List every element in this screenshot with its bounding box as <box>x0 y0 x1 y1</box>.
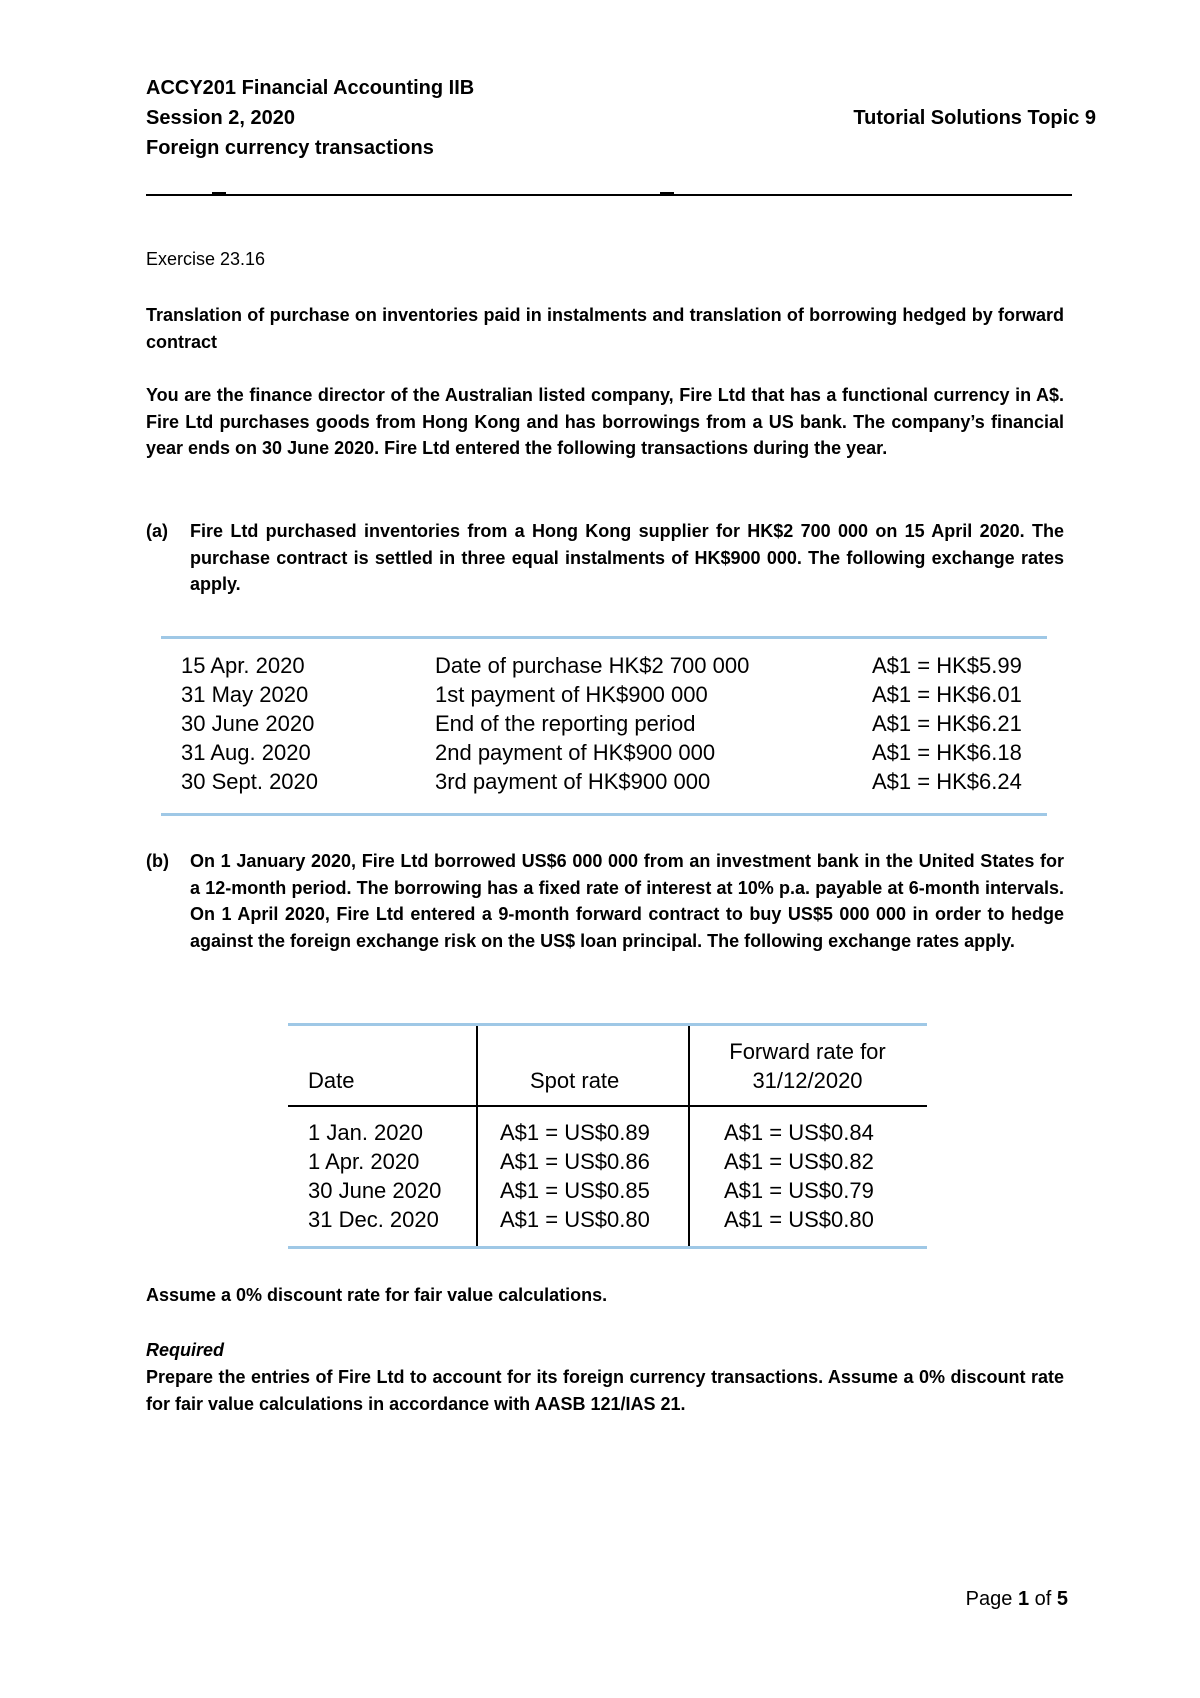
exercise-title: Translation of purchase on inventories paid in instalments and translation of borrowing hedged by forward contract <box>146 305 1064 352</box>
row-date: 15 Apr. 2020 <box>181 653 305 678</box>
column-divider <box>476 1026 478 1246</box>
course-title: ACCY201 Financial Accounting IIB <box>146 77 475 99</box>
table-row <box>161 680 1047 709</box>
header-rule <box>146 194 1072 196</box>
row-event: 1st payment of HK$900 000 <box>435 682 708 707</box>
row-spot: A$1 = US$0.86 <box>500 1149 650 1174</box>
page-of: of <box>1034 1588 1052 1610</box>
row-spot: A$1 = US$0.89 <box>500 1120 650 1145</box>
row-date: 30 June 2020 <box>308 1178 442 1203</box>
row-spot: A$1 = US$0.85 <box>500 1178 650 1203</box>
row-event: End of the reporting period <box>435 711 696 736</box>
tutorial-label: Tutorial Solutions Topic 9 <box>853 107 1096 129</box>
row-event: Date of purchase HK$2 700 000 <box>435 653 750 678</box>
row-rate: A$1 = HK$6.24 <box>872 769 1022 794</box>
row-date: 30 June 2020 <box>181 711 315 736</box>
assumption-text: Assume a 0% discount rate for fair value calculations. <box>146 1285 608 1305</box>
required-text: Prepare the entries of Fire Ltd to account for its foreign currency transactions. Assume a 0% discount rate for fair value calculations in accordance with AASB 121/IAS 21. <box>146 1367 1064 1414</box>
table-row <box>161 738 1047 767</box>
header-spot-rate: Spot rate <box>530 1068 620 1093</box>
row-rate: A$1 = HK$6.01 <box>872 682 1022 707</box>
row-event: 3rd payment of HK$900 000 <box>435 769 711 794</box>
part-b-text: On 1 January 2020, Fire Ltd borrowed US$6 000 000 from an investment bank in the United States for a 12-month period. The borrowing has a fixed rate of interest at 10% p.a. payable at 6-month intervals. On 1 April 2020, Fire Ltd entered a 9-month forward contract to buy US$5 000 000 in order to hedge against the foreign exchange risk on the US$ loan principal. The following exchange rates apply. <box>190 851 1064 951</box>
exercise-intro: You are the finance director of the Australian listed company, Fire Ltd that has a functional currency in A$. Fire Ltd purchases goods from Hong Kong and has borrowings from a US bank. The company’s financial year ends on 30 June 2020. Fire Ltd entered the following transactions during the year. <box>146 385 1064 458</box>
purchase-rates-table <box>161 636 1047 816</box>
row-date: 31 Aug. 2020 <box>181 740 311 765</box>
row-spot: A$1 = US$0.80 <box>500 1207 650 1232</box>
part-a-text: Fire Ltd purchased inventories from a Hong Kong supplier for HK$2 700 000 on 15 April 2020. The purchase contract is settled in three equal instalments of HK$900 000. The following exchange rates apply. <box>190 521 1064 594</box>
page-number <box>966 1585 1068 1613</box>
table-row <box>161 767 1047 796</box>
row-forward: A$1 = US$0.79 <box>724 1178 874 1203</box>
header-forward-rate: Forward rate for <box>729 1039 886 1064</box>
topic-title: Foreign currency transactions <box>146 137 434 159</box>
part-b-label: (b) <box>146 851 169 871</box>
table-row <box>161 709 1047 738</box>
table-row <box>161 651 1047 680</box>
page-total: 5 <box>1056 1588 1068 1610</box>
header-divider <box>288 1105 927 1107</box>
header-forward-date: 31/12/2020 <box>752 1068 863 1093</box>
row-forward: A$1 = US$0.84 <box>724 1120 874 1145</box>
row-rate: A$1 = HK$6.18 <box>872 740 1022 765</box>
page-prefix: Page <box>965 1588 1013 1610</box>
row-rate: A$1 = HK$6.21 <box>872 711 1022 736</box>
header-date: Date <box>308 1068 355 1093</box>
loan-rates-table <box>288 1023 927 1249</box>
row-forward: A$1 = US$0.80 <box>724 1207 874 1232</box>
page-current: 1 <box>1017 1588 1030 1610</box>
row-date: 1 Jan. 2020 <box>308 1120 423 1145</box>
row-event: 2nd payment of HK$900 000 <box>435 740 716 765</box>
part-a <box>146 518 1064 598</box>
row-date: 30 Sept. 2020 <box>181 769 319 794</box>
row-forward: A$1 = US$0.82 <box>724 1149 874 1174</box>
session-label: Session 2, 2020 <box>146 107 295 129</box>
exercise-number: Exercise 23.16 <box>146 249 266 269</box>
row-rate: A$1 = HK$5.99 <box>872 653 1022 678</box>
part-a-label: (a) <box>146 521 168 541</box>
row-date: 31 May 2020 <box>181 682 309 707</box>
part-b <box>146 848 1064 954</box>
required-heading: Required <box>146 1340 225 1360</box>
row-date: 31 Dec. 2020 <box>308 1207 439 1232</box>
row-date: 1 Apr. 2020 <box>308 1149 420 1174</box>
header-rule-mark <box>212 192 226 194</box>
header-rule-mark <box>660 192 674 194</box>
